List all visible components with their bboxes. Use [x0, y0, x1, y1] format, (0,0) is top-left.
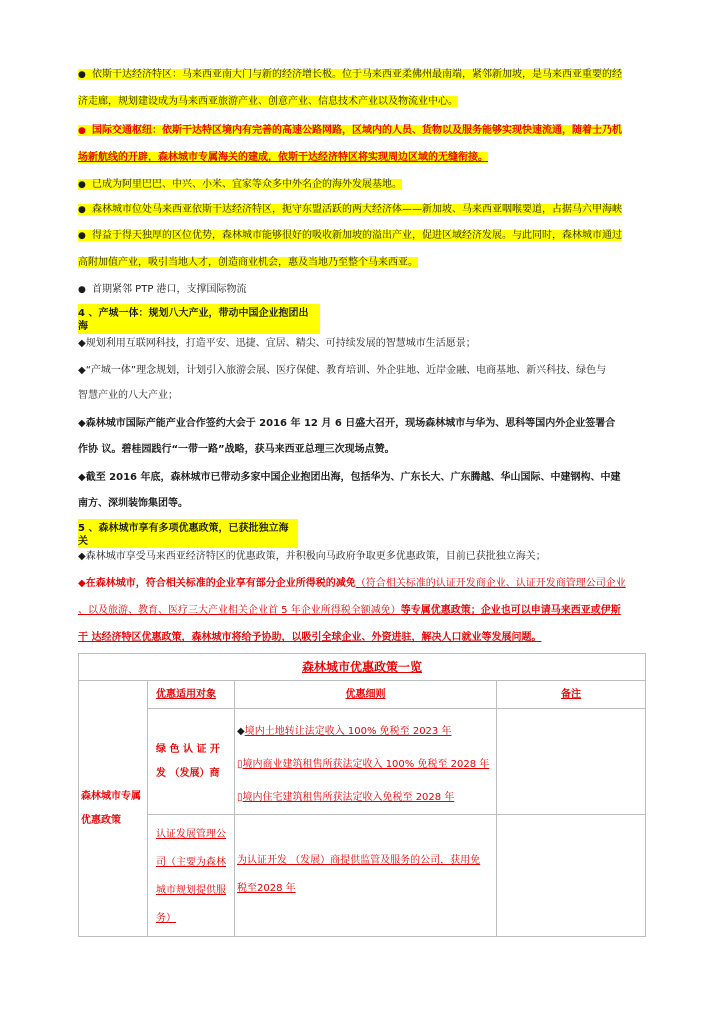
bullet-item: [78, 68, 622, 82]
bullet-icon: ●: [78, 231, 86, 241]
bullet-icon: ◆: [78, 551, 86, 562]
header-cell: [148, 681, 235, 709]
bullet-item: [78, 178, 402, 192]
bullet-item: [78, 124, 622, 138]
text-line: 干 达经济特区优惠政策，森林城市将给予协助，以吸引全球企业、外资进驻，解决人口就业等发展问题。: [78, 632, 542, 643]
section-heading: 5 、森林城市享有多项优惠政策，已获批独立海: [78, 523, 289, 534]
text: 场新航线的开辟，森林城市专属海关的建成，依斯干达经济特区将实现周边区域的无缝衔接。: [78, 152, 488, 163]
detail-text: 为认证开发 （发展）商提供监管及服务的公司，获用免税至2028 年: [237, 855, 481, 894]
table-header-row: [79, 681, 646, 709]
bullet-icon: ●: [78, 70, 86, 80]
detail-text: 境内土地转让法定收入 100% 免税至 2023 年: [244, 726, 452, 737]
text: 等专属优惠政策；企业也可以申请马来西亚或伊斯: [400, 605, 621, 616]
paragraph: [78, 550, 546, 564]
header-target: 优惠适用对象: [156, 688, 216, 700]
paragraph: [78, 417, 615, 431]
row-group-label: 森林城市专属优惠政策: [81, 790, 141, 826]
policy-table: [78, 653, 646, 937]
text: 得益于得天独厚的区位优势，森林城市能够很好的吸收新加坡的溢出产业，促进区域经济发展。与此同时，森林城市通过: [92, 230, 622, 241]
bullet-item: [78, 229, 622, 243]
text-line: 智慧产业的八大产业；: [78, 390, 178, 401]
row-group-cell: [79, 681, 148, 937]
text: 济走廊，规划建设成为马来西亚旅游产业、创意产业、信息技术产业以及物流业中心。: [78, 96, 458, 107]
text-line: [78, 604, 621, 618]
table-title-row: [79, 654, 646, 681]
note-cell: [497, 709, 646, 815]
diamond-icon: ▯: [237, 759, 243, 770]
bullet-icon: ◆: [78, 365, 86, 376]
note-cell: [497, 815, 646, 937]
text: 首期紧邻 PTP 港口，支撑国际物流: [92, 284, 247, 295]
paragraph: [78, 364, 606, 378]
text: 在森林城市，符合相关标准的企业享有部分企业所得税的减免: [85, 578, 356, 589]
text-line: [78, 151, 488, 165]
text: 森林城市享受马来西亚经济特区的优惠政策，并积极向马政府争取更多优惠政策，目前已获批独立海关；: [85, 551, 546, 562]
target-text: 绿 色 认 证 开 发 （发展）商: [156, 743, 220, 779]
detail-line: [237, 781, 496, 814]
text-line: [78, 95, 458, 109]
detail-line: [237, 715, 496, 748]
header-note: 备注: [561, 688, 581, 700]
paragraph: [78, 337, 476, 351]
text: “产城一体”理念规划，计划引入旅游会展、医疗保健、教育培训、外企驻地、近岸金融、电商基地、新兴科技、绿色与: [85, 365, 607, 376]
paragraph: [78, 577, 626, 591]
bullet-icon: ●: [78, 126, 86, 136]
text-line: 作协 议。碧桂园践行“一带一路”战略，获马来西亚总理三次现场点赞。: [78, 444, 395, 455]
text: 高附加值产业，吸引当地人才，创造商业机会，惠及当地乃至整个马来西亚。: [78, 257, 418, 268]
section-heading-cont: 海: [78, 321, 88, 332]
text: 森林城市位处马来西亚依斯干达经济特区，扼守东盟活跃的两大经济体——新加坡、马来西亚咽喉要道，占据马六甲海峡: [92, 204, 622, 215]
text: 国际交通枢纽：依斯干达特区境内有完善的高速公路网路，区域内的人员、货物以及服务能够实现快速流通，随着士乃机: [92, 125, 622, 136]
text: 截至 2016 年底，森林城市已带动多家中国企业抱团出海，包括华为、广东长大、广东腾越、华山国际、中建钢构、中建: [85, 472, 621, 483]
text: 依斯干达经济特区：马来西亚南大门与新的经济增长极。位于马来西亚柔佛州最南端，紧邻新加坡，是马来西亚重要的经: [92, 69, 622, 80]
paragraph: [78, 471, 621, 485]
text: 规划利用互联网科技，打造平安、迅捷、宜居、精尖、可持续发展的智慧城市生活愿景；: [85, 338, 476, 349]
detail-cell: [235, 815, 497, 937]
bullet-item: [78, 283, 247, 297]
bullet-icon: ◆: [78, 338, 86, 349]
bullet-icon: ◆: [78, 418, 86, 429]
text-line: 南方、深圳装饰集团等。: [78, 498, 188, 509]
detail-text: 境内商业建筑租售所获法定收入 100% 免税至 2028 年: [242, 759, 490, 770]
target-cell: [148, 709, 235, 815]
diamond-icon: ▯: [237, 792, 243, 803]
bullet-icon: ◆: [78, 472, 86, 483]
table-title: 森林城市优惠政策一览: [302, 660, 423, 674]
detail-text: 境内住宅建筑租售所获法定收入免税至 2028 年: [242, 792, 455, 803]
target-cell: [148, 815, 235, 937]
detail-cell: [235, 709, 497, 815]
bullet-icon: ●: [78, 180, 86, 190]
header-detail: 优惠细则: [345, 688, 386, 700]
bullet-item: [78, 203, 622, 217]
table-row: [79, 815, 646, 937]
target-text: 认证发展管理公司（主要为森林城市规划提供服务）: [156, 829, 226, 924]
detail-line: [237, 748, 496, 781]
section-heading: 4 、产城一体：规划八大产业，带动中国企业抱团出: [78, 308, 309, 319]
header-cell: [497, 681, 646, 709]
text: （符合相关标准的认证开发商企业、认证开发商管理公司企业: [355, 578, 626, 589]
text-line: [78, 256, 418, 270]
diamond-icon: ◆: [237, 726, 245, 737]
text: 、以及旅游、教育、医疗三大产业相关企业首 5 年企业所得税全额减免）: [78, 605, 401, 616]
table-title-cell: [79, 654, 646, 681]
bullet-icon: ◆: [78, 578, 86, 589]
bullet-icon: ●: [78, 285, 86, 295]
text: 已成为阿里巴巴、中兴、小米、宜家等众多中外名企的海外发展基地。: [92, 179, 402, 190]
text: 森林城市国际产能产业合作签约大会于 2016 年 12 月 6 日盛大召开，现场森林城市与华为、思科等国内外企业签署合: [85, 418, 616, 429]
table-row: [79, 709, 646, 815]
header-cell: [235, 681, 497, 709]
section-heading-cont: 关: [78, 536, 88, 547]
bullet-icon: ●: [78, 205, 86, 215]
